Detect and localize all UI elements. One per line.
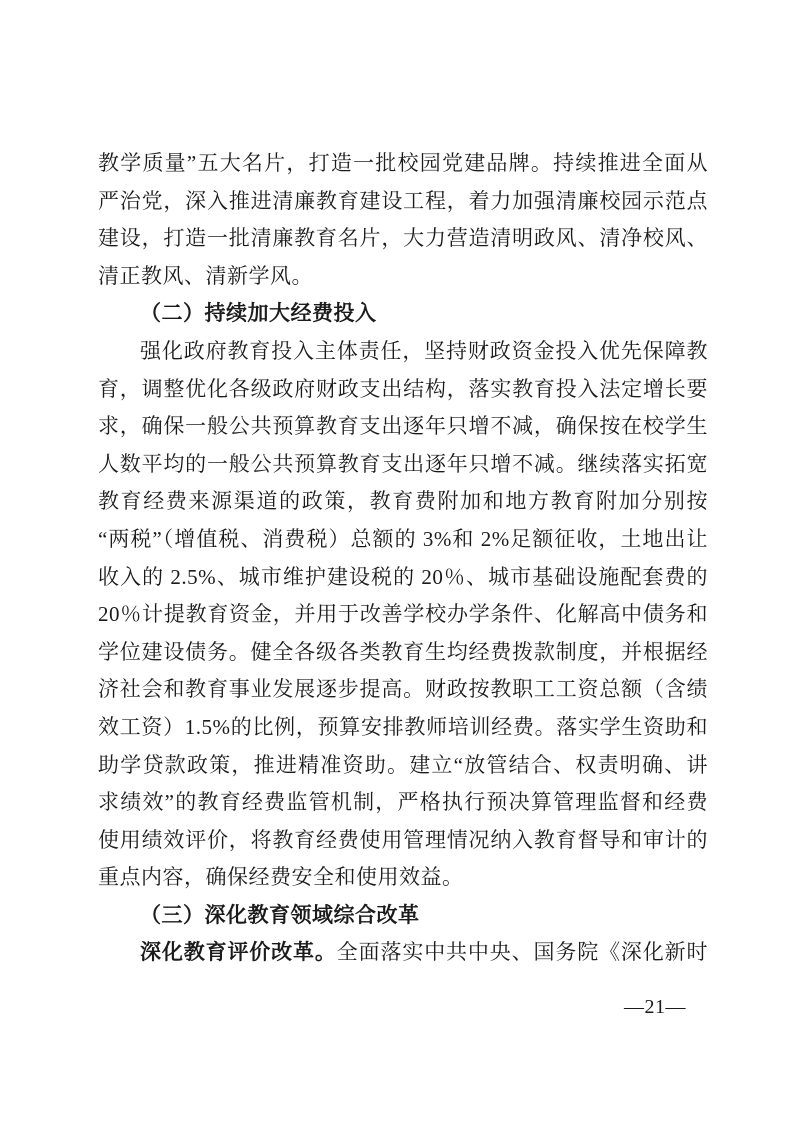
text-line: 使用绩效评价，将教育经费使用管理情况纳入教育督导和审计的 [98, 827, 708, 852]
text-line: 学位建设债务。健全各级各类教育生均经费拨款制度，并根据经 [98, 639, 708, 664]
text-line: 建设，打造一批清廉教育名片，大力营造清明政风、清净校风、 [98, 226, 708, 251]
section-heading-2: （二）持续加大经费投入 [140, 301, 377, 326]
paragraph-lead-bold: 深化教育评价改革。 [140, 940, 337, 965]
text-line: 20％计提教育资金，并用于改善学校办学条件、化解高中债务和 [98, 602, 708, 627]
document-body [98, 145, 708, 972]
text-line [98, 934, 708, 972]
text-line: 人数平均的一般公共预算教育支出逐年只增不减。继续落实拓宽 [98, 451, 708, 476]
text-line: 助学贷款政策，推进精准资助。建立“放管结合、权责明确、讲 [98, 752, 708, 777]
text-line: 收入的 2.5%、城市维护建设税的 20％、城市基础设施配套费的 [98, 564, 708, 589]
text-line: 育，调整优化各级政府财政支出结构，落实教育投入法定增长要 [98, 376, 708, 401]
text-line: 求，确保一般公共预算教育支出逐年只增不减，确保按在校学生 [98, 414, 708, 439]
text-line: 教学质量”五大名片，打造一批校园党建品牌。持续推进全面从 [98, 151, 708, 175]
text-line: “两税”（增值税、消费税）总额的 3%和 2%足额征收，土地出让 [98, 526, 708, 551]
section-heading-3: （三）深化教育领域综合改革 [140, 902, 420, 927]
text-line: 清正教风、清新学风。 [98, 263, 313, 288]
text-line: 强化政府教育投入主体责任，坚持财政资金投入优先保障教 [140, 338, 708, 363]
text-line: 求绩效”的教育经费监管机制，严格执行预决算管理监督和经费 [98, 790, 708, 815]
text-line: 重点内容，确保经费安全和使用效益。 [98, 865, 464, 890]
text-run: 全面落实中共中央、国务院《深化新时 [336, 940, 709, 965]
text-line: 教育经费来源渠道的政策，教育费附加和地方教育附加分别按 [98, 489, 708, 514]
text-line: 济社会和教育事业发展逐步提高。财政按教职工工资总额（含绩 [98, 677, 708, 702]
text-line: 效工资）1.5%的比例，预算安排教师培训经费。落实学生资助和 [98, 714, 708, 739]
text-line: 严治党，深入推进清廉教育建设工程，着力加强清廉校园示范点 [98, 188, 708, 213]
page-number: —21— [624, 996, 686, 1018]
